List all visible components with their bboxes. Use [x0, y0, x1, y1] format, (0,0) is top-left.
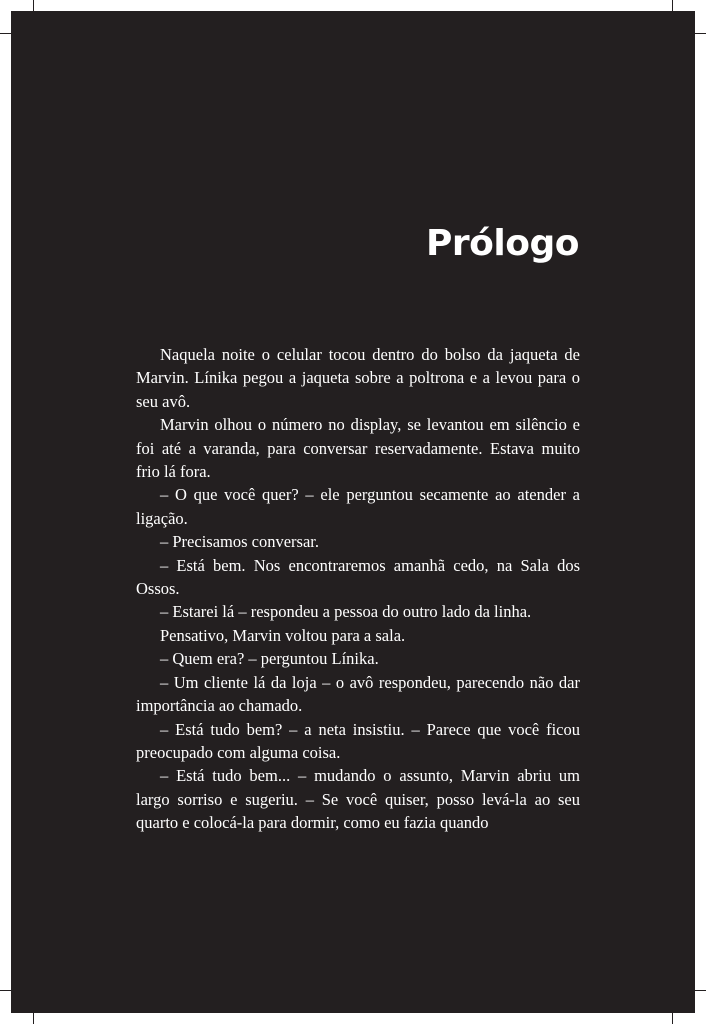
paragraph: – Está tudo bem... – mudando o assunto, Marvin abriu um largo sorriso e sugeriu. – Se você quiser, posso levá-la ao seu quarto e colocá-la para dormir, como eu fazia quando	[136, 766, 580, 833]
paragraph: Naquela noite o celular tocou dentro do bolso da jaqueta de Marvin. Línika pegou a jaqueta sobre a poltrona e a levou para o seu avô.	[136, 345, 580, 411]
crop-mark-bottom-left-horizontal	[0, 990, 11, 991]
paragraph: – Um cliente lá da loja – o avô respondeu, parecendo não dar importância ao chamado.	[136, 672, 580, 716]
chapter-title: Prólogo	[426, 223, 579, 264]
paragraph: – Estarei lá – respondeu a pessoa do outro lado da linha.	[160, 602, 532, 622]
crop-mark-bottom-left-vertical	[33, 1013, 34, 1024]
paragraph: – Precisamos conversar.	[160, 532, 319, 552]
crop-mark-top-left-horizontal	[0, 33, 11, 34]
paragraph: – Está tudo bem? – a neta insistiu. – Parece que você ficou preocupado com alguma coisa.	[136, 719, 580, 762]
crop-mark-top-right-horizontal	[695, 33, 706, 34]
crop-mark-bottom-right-horizontal	[695, 990, 706, 991]
paragraph: – Está bem. Nos encontraremos amanhã cedo, na Sala dos Ossos.	[136, 555, 580, 599]
crop-mark-top-right-vertical	[672, 0, 673, 11]
chapter-body	[136, 343, 580, 835]
crop-mark-bottom-right-vertical	[672, 1013, 673, 1024]
paragraph: Pensativo, Marvin voltou para a sala.	[160, 625, 406, 645]
paragraph: Marvin olhou o número no display, se levantou em silêncio e foi até a varanda, para conversar reservadamente. Estava muito frio lá fora.	[136, 415, 580, 482]
paragraph: – Quem era? – perguntou Línika.	[160, 649, 379, 669]
paragraph: – O que você quer? – ele perguntou secamente ao atender a ligação.	[136, 485, 580, 528]
crop-mark-top-left-vertical	[33, 0, 34, 11]
